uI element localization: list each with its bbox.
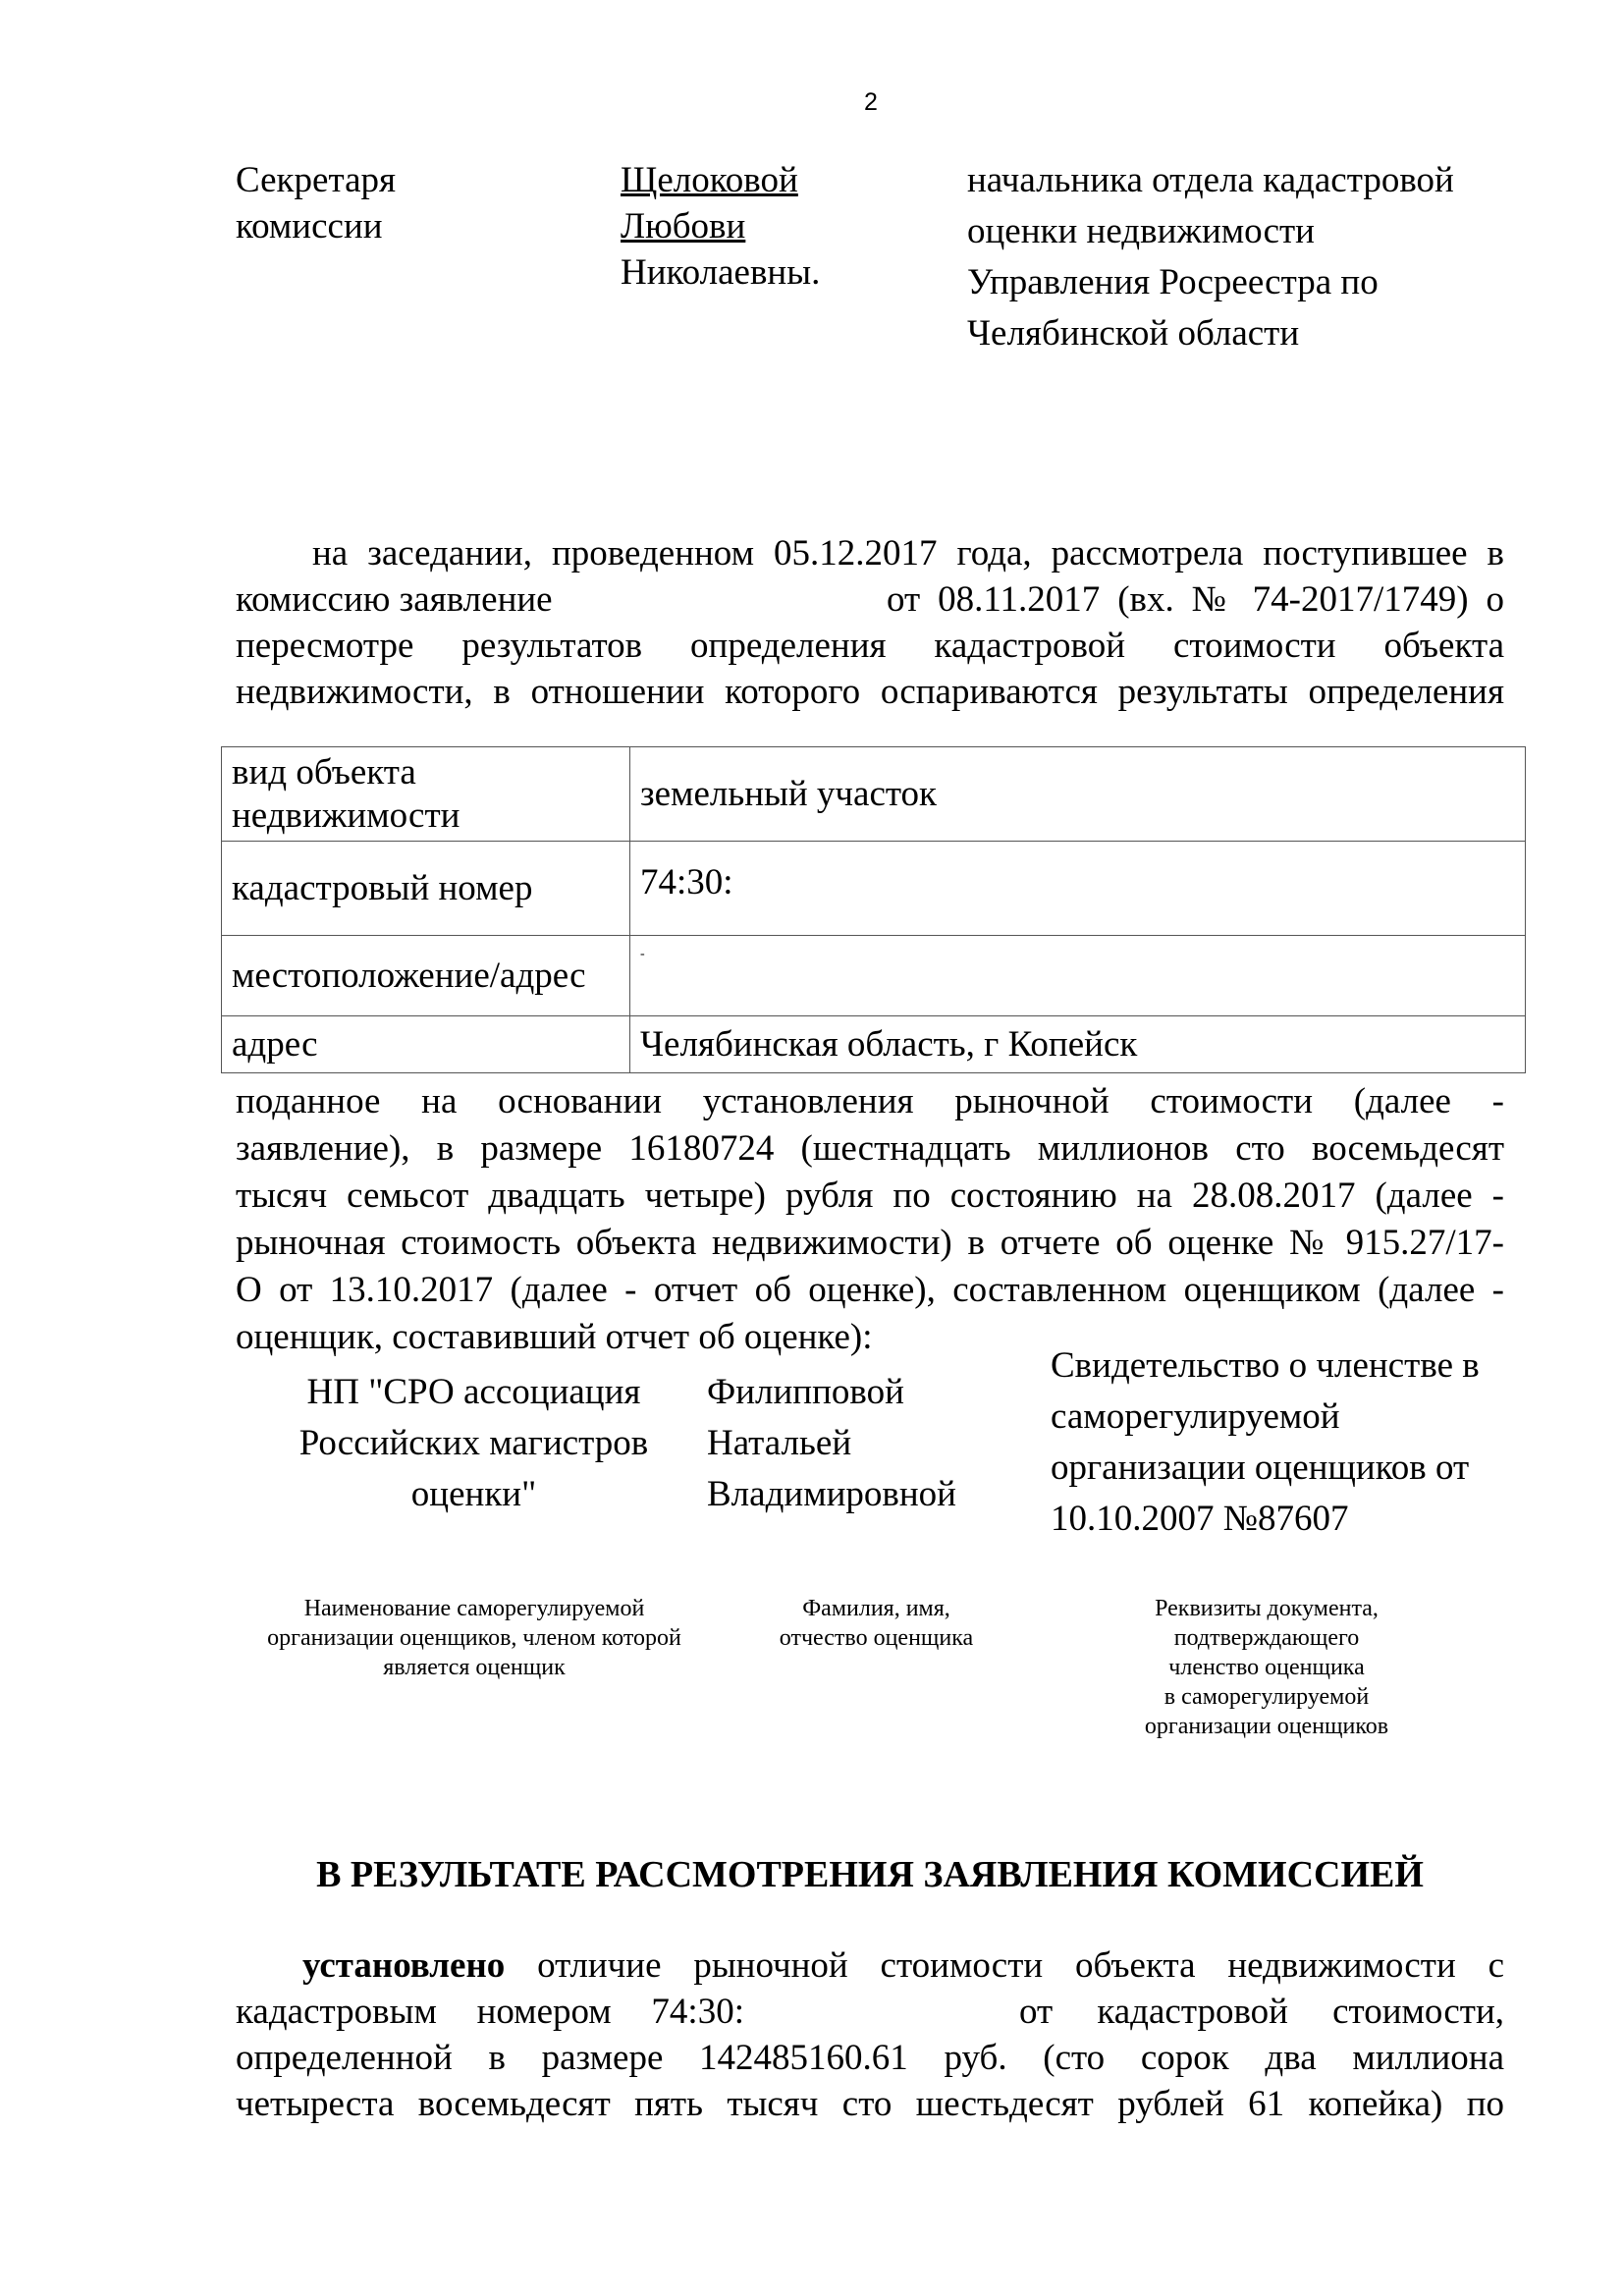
certificate-line: организации оценщиков от [1051,1448,1470,1488]
table-cell-label [222,747,630,842]
caption-line: Реквизиты документа, [1155,1596,1379,1621]
sro-line: оценки" [410,1474,537,1514]
caption-line: Фамилия, имя, [802,1596,950,1621]
secretary-role-line: Секретаря [236,160,397,200]
caption-line: организации оценщиков [1144,1714,1389,1739]
table-row [222,936,1526,1016]
submission-line: О от 13.10.2017 (далее - отчет об оценке), составленном оценщиком (далее - [236,1270,1504,1310]
intro-line: недвижимости, в отношении которого оспариваются результаты определения [236,672,1504,712]
result-paragraph [236,1941,1504,2125]
intro-line: на заседании, проведенном 05.12.2017 года, рассмотрела поступившее в [312,533,1504,574]
certificate-line: саморегулируемой [1051,1396,1340,1437]
submission-line: поданное на основании установления рыночной стоимости (далее - [236,1081,1504,1121]
result-line-1 [236,1941,1504,1987]
sro-line: НП "СРО ассоциация [306,1372,641,1412]
submission-paragraph [236,1076,1504,1359]
secretary-patronymic: Николаевны. [621,252,821,293]
result-bold-word: установлено [302,1945,506,1986]
submission-line: тысяч семьсот двадцать четыре) рубля по состоянию на 28.08.2017 (далее - [236,1175,1504,1216]
table-cell-value: - [630,936,1526,1016]
property-table [221,746,1526,1073]
result-line-4: четыреста восемьдесят пять тысяч сто шестьдесят рублей 61 копейка) по [236,2084,1504,2124]
page-number: 2 [864,88,878,116]
caption-line: членство оценщика [1168,1655,1365,1680]
label-line: недвижимости [232,794,460,836]
table-cell-value: земельный участок [630,747,1526,842]
certificate-line: 10.10.2007 №87607 [1051,1499,1349,1539]
secretary-role-line: комиссии [236,206,383,246]
label-line: вид объекта [232,751,416,793]
result-line-2 [236,1987,1504,2033]
intro-paragraph [236,528,1504,713]
table-row [222,842,1526,936]
table-row [222,1016,1526,1073]
secretary-position-line: оценки недвижимости [967,211,1315,251]
table-cell-value: Челябинская область, г Копейск [630,1016,1526,1073]
secretary-position-line: Челябинской области [967,313,1300,354]
certificate-line: Свидетельство о членстве в [1051,1345,1480,1386]
appraiser-name-line: Натальей [707,1423,852,1463]
appraiser-name [707,1367,956,1520]
secretary-position-line: Управления Росреестра по [967,262,1379,302]
secretary-role [236,155,396,252]
caption-name [741,1594,1011,1653]
secretary-surname: Щелоковой [621,160,798,200]
result-line-2a: кадастровым номером 74:30: [236,1992,744,2032]
result-line-2b: от кадастровой стоимости, [1019,1992,1504,2032]
result-line-3: определенной в размере 142485160.61 руб. (сто сорок два миллиона [236,2038,1504,2078]
appraiser-sro [250,1367,697,1520]
secretary-position-line: начальника отдела кадастровой [967,160,1454,200]
intro-line-2a: комиссию заявление [236,579,553,620]
table-row [222,747,1526,842]
table-cell-label: местоположение/адрес [222,936,630,1016]
submission-line: заявление), в размере 16180724 (шестнадцать миллионов сто восемьдесят [236,1128,1504,1169]
submission-line: оценщик, составивший отчет об оценке): [236,1317,873,1357]
sro-line: Российских магистров [298,1423,649,1463]
result-heading: В РЕЗУЛЬТАТЕ РАССМОТРЕНИЯ ЗАЯВЛЕНИЯ КОМИССИЕЙ [316,1854,1424,1895]
secretary-name [621,155,820,299]
result-line-1-rest: отличие рыночной стоимости объекта недвижимости с [537,1945,1504,1986]
caption-certificate [1119,1594,1414,1741]
table-cell-value: 74:30: [630,842,1526,936]
caption-line: подтверждающего [1173,1625,1360,1651]
caption-line: в саморегулируемой [1163,1684,1370,1710]
caption-line: организации оценщиков, членом которой [267,1625,681,1651]
intro-line-2b: от 08.11.2017 (вх. № 74-2017/1749) о [887,579,1504,620]
appraiser-certificate [1051,1340,1480,1545]
appraiser-name-line: Владимировной [707,1474,956,1514]
caption-sro [224,1594,725,1682]
secretary-firstname: Любови [621,206,746,246]
intro-line: пересмотре результатов определения кадастровой стоимости объекта [236,626,1504,666]
intro-line-2 [236,574,1504,621]
caption-line: является оценщик [383,1655,566,1680]
appraiser-name-line: Филипповой [707,1372,904,1412]
caption-line: Наименование саморегулируемой [303,1596,645,1621]
caption-line: отчество оценщика [779,1625,974,1651]
secretary-position [967,155,1454,359]
table-cell-label: кадастровый номер [222,842,630,936]
submission-line: рыночная стоимость объекта недвижимости) в отчете об оценке № 915.27/17- [236,1223,1504,1263]
table-cell-label: адрес [222,1016,630,1073]
